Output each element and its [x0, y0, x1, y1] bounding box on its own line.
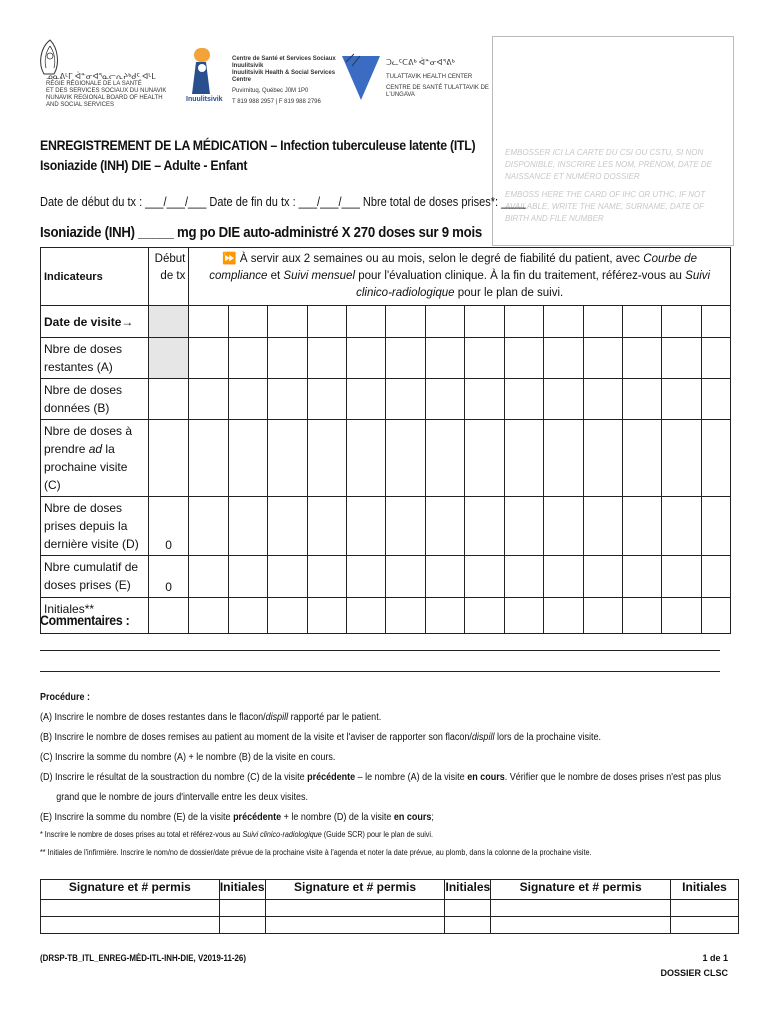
cell[interactable]	[228, 598, 267, 634]
cell[interactable]	[623, 556, 662, 598]
procedure-step-d	[40, 768, 722, 788]
cell[interactable]	[228, 556, 267, 598]
visit-date-label	[41, 306, 149, 338]
initials-cell[interactable]	[445, 900, 491, 917]
instruction-text: et	[267, 270, 284, 282]
row-d-text: Nbre de doses prises depuis la dernière visite (D)	[44, 501, 139, 551]
row-d-start-value	[148, 497, 188, 556]
cell[interactable]	[307, 379, 346, 420]
step-text: – le nombre (A) de la visite	[355, 772, 468, 783]
row-b-label	[41, 379, 149, 420]
signature-cell[interactable]	[491, 900, 671, 917]
emboss-instructions-fr: EMBOSSER ICI LA CARTE DU CSI OU CSTU, SI NON DISPONIBLE, INSCRIRE LES NOM, PRÉNOM, DATE DE NAISSANCE ET NUMÉRO DOSSIER	[505, 148, 712, 181]
inuulitsivik-line: Inuulitsivik Health & Social Services Centre	[232, 70, 336, 83]
cell[interactable]	[662, 306, 701, 338]
cell[interactable]	[662, 379, 701, 420]
form-title: ENREGISTREMENT DE LA MÉDICATION – Infection tuberculeuse latente (ITL)	[40, 137, 476, 153]
step-text: (E) Inscrire la somme du nombre (E) de la visite	[40, 812, 234, 823]
row-a-text: Nbre de doses restantes (A)	[44, 342, 123, 374]
cell[interactable]	[228, 379, 267, 420]
cell[interactable]	[228, 338, 267, 379]
step-text: + le nombre (D) de la visite	[281, 812, 394, 823]
cell[interactable]	[189, 598, 228, 634]
comment-line[interactable]	[40, 650, 720, 651]
step-bold: précédente	[233, 812, 282, 823]
row-e-start-value	[148, 556, 188, 598]
cell[interactable]	[347, 379, 386, 420]
cell[interactable]	[268, 497, 307, 556]
cell[interactable]	[701, 306, 730, 338]
signature-header: Signature et # permis	[265, 880, 445, 900]
rrsss-line: ET DES SERVICES SOCIAUX DU NUNAVIK	[46, 88, 167, 94]
instruction-text: À servir aux 2 semaines ou au mois, selon le degré de fiabilité du patient, avec	[239, 253, 644, 265]
comment-line[interactable]	[40, 671, 720, 672]
cell[interactable]	[307, 497, 346, 556]
cell[interactable]	[386, 497, 425, 556]
step-text: lors de la prochaine visite.	[494, 732, 602, 743]
step-text: . Vérifier que le nombre de doses prises n'est pas plus	[504, 772, 722, 783]
cell[interactable]	[623, 420, 662, 497]
procedure-notes	[40, 826, 730, 862]
cell[interactable]	[544, 497, 583, 556]
indicators-header	[41, 248, 149, 306]
cell[interactable]	[465, 420, 504, 497]
step-text: rapporté par le patient.	[288, 712, 382, 723]
note-total-doses	[40, 826, 661, 844]
step-bold: en cours	[467, 772, 505, 783]
cell[interactable]	[701, 556, 730, 598]
cell[interactable]	[148, 598, 188, 634]
fast-forward-icon: ⏩	[222, 253, 237, 265]
step-text: (A) Inscrire le nombre de doses restantes dans le flacon/	[40, 712, 266, 723]
cell[interactable]	[583, 379, 622, 420]
cell[interactable]	[701, 598, 730, 634]
cell[interactable]	[386, 379, 425, 420]
cell[interactable]	[425, 306, 464, 338]
instruction-text: pour l'évaluation clinique. À la fin du traitement, référez-vous au	[355, 270, 686, 282]
note-text: (Guide SCR) pour le plan de suivi.	[321, 830, 434, 839]
cell[interactable]	[623, 338, 662, 379]
cell[interactable]	[347, 420, 386, 497]
cell[interactable]	[307, 420, 346, 497]
cell[interactable]	[465, 379, 504, 420]
row-e-label	[41, 556, 149, 598]
rrsss-line: NUNAVIK REGIONAL BOARD OF HEALTH	[46, 95, 163, 101]
row-a-label	[41, 338, 149, 379]
row-c-label	[41, 420, 149, 497]
step-text: ;	[431, 812, 434, 823]
dossier-label: DOSSIER CLSC	[660, 968, 728, 978]
inuulitsivik-name: Inuulitsivik	[186, 96, 223, 103]
cell[interactable]	[386, 598, 425, 634]
cell[interactable]	[347, 556, 386, 598]
cell[interactable]	[425, 338, 464, 379]
cell[interactable]	[544, 420, 583, 497]
tulattavik-line: CENTRE DE SANTÉ TULATTAVIK DE L'UNGAVA	[386, 85, 489, 98]
cell[interactable]	[268, 338, 307, 379]
cell[interactable]	[504, 338, 543, 379]
row-e-start-text: 0	[165, 580, 172, 594]
step-bold: en cours	[393, 812, 432, 823]
note-text: * Inscrire le nombre de doses prises au total et référez-vous au	[40, 830, 243, 839]
cell[interactable]	[386, 338, 425, 379]
inuulitsivik-emblem-icon	[186, 46, 222, 96]
cell[interactable]	[268, 420, 307, 497]
procedure-step-a	[40, 708, 661, 728]
instruction-text: pour le plan de suivi.	[454, 287, 564, 299]
form-subtitle: Isoniazide (INH) DIE – Adulte - Enfant	[40, 157, 248, 173]
cell[interactable]	[307, 556, 346, 598]
cell[interactable]	[425, 379, 464, 420]
initials-header: Initiales	[219, 880, 265, 900]
procedure-step-b	[40, 728, 661, 748]
cell[interactable]	[189, 338, 228, 379]
cell[interactable]	[148, 379, 188, 420]
cell[interactable]	[662, 420, 701, 497]
cell[interactable]	[583, 306, 622, 338]
initials-header: Initiales	[445, 880, 491, 900]
cell[interactable]	[701, 420, 730, 497]
note-initials: ** Initiales de l'infirmière. Inscrire le nom/no de dossier/date prévue de la prochaine visite à l'agenda et noter la date prévue, au plomb, dans la colonne de la prochaine visite.	[40, 848, 592, 857]
initials-cell[interactable]	[445, 917, 491, 934]
initials-cell[interactable]	[671, 917, 739, 934]
cell[interactable]	[425, 497, 464, 556]
cell	[148, 306, 188, 338]
cell[interactable]	[347, 338, 386, 379]
cell[interactable]	[347, 306, 386, 338]
emboss-instructions-en: EMBOSS HERE THE CARD OF IHC OR UTHC, IF NOT AVAILABLE, WRITE THE NAME, SURNAME, DATE OF BIRTH AND FILE NUMBER	[505, 190, 706, 223]
cell[interactable]	[662, 556, 701, 598]
cell[interactable]	[307, 306, 346, 338]
cell[interactable]	[623, 598, 662, 634]
signature-cell[interactable]	[265, 917, 445, 934]
cell[interactable]	[544, 598, 583, 634]
cell[interactable]	[307, 338, 346, 379]
comments-label: Commentaires :	[40, 612, 130, 628]
row-e-text: Nbre cumulatif de doses prises (E)	[44, 560, 139, 592]
tulattavik-line: TULATTAVIK HEALTH CENTER	[386, 74, 473, 80]
cell[interactable]	[425, 598, 464, 634]
cell[interactable]	[189, 497, 228, 556]
cell[interactable]	[504, 556, 543, 598]
row-initials-text: Initiales**	[44, 602, 95, 616]
row-c-text: la prochaine visite (C)	[44, 442, 128, 492]
signature-cell[interactable]	[41, 917, 220, 934]
cell[interactable]	[189, 306, 228, 338]
rrsss-emblem-icon	[36, 38, 64, 76]
cell[interactable]	[583, 338, 622, 379]
cell[interactable]	[228, 306, 267, 338]
cell[interactable]	[504, 497, 543, 556]
instruction-cell	[189, 248, 731, 306]
tulattavik-line: ᑐᓚᑦᑕᕕᒃ ᐋᓐᓂᐊᕐᕕᒃ	[386, 58, 455, 67]
cell[interactable]	[583, 598, 622, 634]
cell[interactable]	[583, 497, 622, 556]
instruction-italic: Courbe de compliance	[209, 253, 697, 282]
signature-cell[interactable]	[491, 917, 671, 934]
cell[interactable]	[465, 306, 504, 338]
step-text: (B) Inscrire le nombre de doses remises au patient au moment de la visite et l'aviser de rapporter son flacon/	[40, 732, 472, 743]
cell[interactable]	[544, 556, 583, 598]
instruction-italic: Suivi clinico-radiologique	[356, 270, 711, 299]
tulattavik-logo	[340, 52, 490, 108]
cell[interactable]	[623, 306, 662, 338]
step-italic: dispill	[471, 732, 495, 743]
signature-table	[40, 879, 739, 934]
page-number: 1 de 1	[702, 953, 728, 963]
cell[interactable]	[347, 497, 386, 556]
cell[interactable]	[307, 598, 346, 634]
rrsss-line: ᓄᓇᕕᒻᒥ ᐋᓐᓂᐊᕐᓇᓕᕆᔨᒃᑯᑦ ᐊᒻᒪ	[46, 72, 156, 81]
note-italic: Suivi clinico-radiologique	[242, 830, 322, 839]
cell[interactable]	[623, 379, 662, 420]
rrsss-logo	[36, 38, 176, 108]
row-c-text: Nbre de doses à prendre	[44, 424, 133, 456]
cell[interactable]	[544, 306, 583, 338]
emboss-area[interactable]	[492, 36, 734, 246]
cell[interactable]	[465, 497, 504, 556]
procedure-step-c: (C) Inscrire la somme du nombre (A) + le nombre (B) de la visite en cours.	[40, 752, 336, 763]
cell[interactable]	[504, 306, 543, 338]
initials-cell[interactable]	[671, 900, 739, 917]
cell[interactable]	[386, 556, 425, 598]
row-c-italic: ad	[88, 442, 103, 456]
inuulitsivik-logo	[186, 46, 336, 114]
cell[interactable]	[189, 420, 228, 497]
cell[interactable]	[662, 598, 701, 634]
start-header-label: Début de tx	[154, 253, 186, 282]
cell[interactable]	[701, 497, 730, 556]
inuulitsivik-line: Puvirnituq, Québec J0M 1P0	[232, 88, 309, 94]
row-d-label	[41, 497, 149, 556]
cell[interactable]	[268, 556, 307, 598]
inuulitsivik-line: T 819 988 2957 | F 819 988 2796	[232, 99, 321, 105]
cell[interactable]	[228, 420, 267, 497]
cell[interactable]	[583, 556, 622, 598]
cell[interactable]	[425, 556, 464, 598]
tulattavik-emblem-icon	[340, 52, 382, 104]
cell[interactable]	[504, 420, 543, 497]
cell[interactable]	[504, 379, 543, 420]
procedure-step-d-continued: grand que le nombre de jours d'intervalle entre les deux visites.	[56, 792, 309, 803]
cell[interactable]	[268, 379, 307, 420]
cell[interactable]	[189, 556, 228, 598]
initials-cell[interactable]	[219, 917, 265, 934]
cell[interactable]	[189, 379, 228, 420]
cell[interactable]	[544, 338, 583, 379]
cell[interactable]	[544, 379, 583, 420]
medication-table	[40, 247, 731, 634]
cell[interactable]	[623, 497, 662, 556]
cell[interactable]	[465, 598, 504, 634]
step-bold: précédente	[307, 772, 356, 783]
signature-cell[interactable]	[41, 900, 220, 917]
document-code: (DRSP-TB_ITL_ENREG-MÉD-ITL-INH-DIE, V2019-11-26)	[40, 953, 246, 963]
signature-header: Signature et # permis	[41, 880, 220, 900]
cell[interactable]	[662, 338, 701, 379]
cell[interactable]	[386, 420, 425, 497]
cell[interactable]	[583, 420, 622, 497]
cell	[148, 338, 188, 379]
signature-header: Signature et # permis	[491, 880, 671, 900]
cell[interactable]	[425, 420, 464, 497]
cell[interactable]	[268, 306, 307, 338]
row-d-start-text: 0	[165, 538, 172, 552]
treatment-dates-line[interactable]: Date de début du tx : ___/___/___ Date de fin du tx : ___/___/___ Nbre total de doses prises*: ____	[40, 195, 526, 209]
dose-line[interactable]: Isoniazide (INH) _____ mg po DIE auto-administré X 270 doses sur 9 mois	[40, 224, 482, 241]
cell[interactable]	[228, 497, 267, 556]
cell[interactable]	[662, 497, 701, 556]
cell[interactable]	[148, 420, 188, 497]
cell[interactable]	[347, 598, 386, 634]
step-text: (D) Inscrire le résultat de la soustraction du nombre (C) de la visite	[40, 772, 308, 783]
cell[interactable]	[465, 338, 504, 379]
cell[interactable]	[701, 338, 730, 379]
rrsss-line: AND SOCIAL SERVICES	[46, 102, 115, 108]
initials-cell[interactable]	[219, 900, 265, 917]
inuulitsivik-line: Centre de Santé et Services Sociaux Inuulitsivik	[232, 56, 336, 69]
signature-cell[interactable]	[265, 900, 445, 917]
step-italic: dispill	[265, 712, 289, 723]
visit-date-label-text: Date de visite→	[44, 314, 134, 329]
procedure-section	[40, 688, 730, 828]
cell[interactable]	[701, 379, 730, 420]
start-header	[148, 248, 188, 306]
cell[interactable]	[268, 598, 307, 634]
instruction-italic: Suivi mensuel	[283, 270, 356, 282]
row-b-text: Nbre de doses données (B)	[44, 383, 123, 415]
procedure-step-e	[40, 808, 661, 828]
procedure-title: Procédure :	[40, 692, 91, 703]
cell[interactable]	[386, 306, 425, 338]
indicators-header-label: Indicateurs	[44, 270, 103, 283]
initials-header: Initiales	[671, 880, 739, 900]
cell[interactable]	[465, 556, 504, 598]
cell[interactable]	[504, 598, 543, 634]
rrsss-line: RÉGIE RÉGIONALE DE LA SANTÉ	[46, 81, 142, 87]
